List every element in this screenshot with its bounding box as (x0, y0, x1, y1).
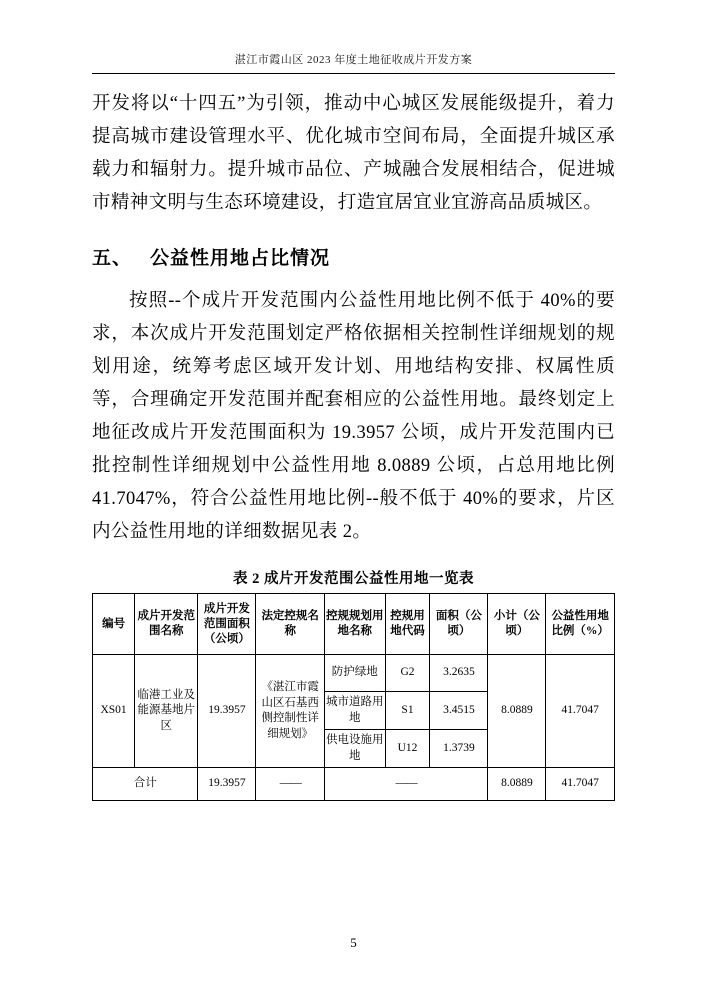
cell-total-subtotal: 8.0889 (488, 768, 546, 801)
cell-total-ratio: 41.7047 (546, 768, 615, 801)
column-header-landuse-name: 控规规划用地名称 (324, 594, 385, 655)
column-header-landuse-code: 控规用地代码 (385, 594, 430, 655)
cell-landuse-code: U12 (385, 730, 430, 768)
cell-total-plan-name: —— (256, 768, 325, 801)
section-title-text: 公益性用地占比情况 (150, 248, 331, 270)
paragraph-public-land-ratio: 按照--个成片开发范围内公益性用地比例不低于 40%的要求，本次成片开发范围划定严格依据相关控制性详细规划的规划用途，统筹考虑区域开发计划、用地结构安排、权属性质等，合理确定开发范围并配套相应的公益性用地。最终划定上地征改成片开发范围面积为 19.3957 公顷，成片开发范围内已批控制性详细规划中公益性用地 8.0889 公顷，占总用地比例 41.7047%，符合公益性用地比例--般不低于 40%的要求，片区内公益性用地的详细数据见表 2。 (92, 291, 615, 543)
cell-total-area-size: 19.3957 (198, 768, 256, 801)
cell-landuse-name: 防护绿地 (324, 655, 385, 692)
running-title: 湛江市霞山区 2023 年度土地征收成片开发方案 (234, 54, 473, 66)
cell-plan-name: 《湛江市霞山区石基西侧控制性详细规划》 (256, 655, 325, 768)
cell-landuse-area: 3.2635 (430, 655, 488, 692)
cell-landuse-name: 供电设施用地 (324, 730, 385, 768)
paragraph-continuation: 开发将以“十四五”为引领，推动中心城区发展能级提升，着力提高城市建设管理水平、优化城市空间布局，全面提升城区承载力和辐射力。提升城市品位、产城融合发展相结合，促进城市精神文明与生态环境建设，打造宜居宜业宜游高品质城区。 (92, 94, 615, 214)
table-header-row (93, 594, 615, 655)
section-heading (92, 242, 615, 275)
cell-total-landuse: —— (324, 768, 487, 801)
cell-ratio: 41.7047 (546, 655, 615, 768)
cell-subtotal: 8.0889 (488, 655, 546, 768)
header-divider (92, 73, 615, 74)
column-header-area-name: 成片开发范围名称 (135, 594, 198, 655)
cell-code: XS01 (93, 655, 135, 768)
public-land-table (92, 593, 615, 801)
cell-landuse-area: 1.3739 (430, 730, 488, 768)
section-number: 五、 (92, 248, 133, 270)
column-header-ratio: 公益性用地比例（%） (546, 594, 615, 655)
page-number: 5 (350, 935, 357, 950)
page-header (92, 0, 615, 74)
cell-total-label: 合计 (93, 768, 198, 801)
cell-landuse-code: G2 (385, 655, 430, 692)
table-caption: 表 2 成片开发范围公益性用地一览表 (233, 571, 474, 588)
cell-area-name: 临港工业及能源基地片区 (135, 655, 198, 768)
column-header-code: 编号 (93, 594, 135, 655)
cell-landuse-code: S1 (385, 692, 430, 730)
column-header-landuse-area: 面积（公顷） (430, 594, 488, 655)
cell-landuse-name: 城市道路用地 (324, 692, 385, 730)
column-header-plan-name: 法定控规名称 (256, 594, 325, 655)
column-header-subtotal: 小计（公顷） (488, 594, 546, 655)
cell-area-size: 19.3957 (198, 655, 256, 768)
cell-landuse-area: 3.4515 (430, 692, 488, 730)
page-footer (0, 935, 707, 951)
table-row (93, 655, 615, 692)
table-total-row (93, 768, 615, 801)
column-header-area-size: 成片开发范围面积（公顷） (198, 594, 256, 655)
